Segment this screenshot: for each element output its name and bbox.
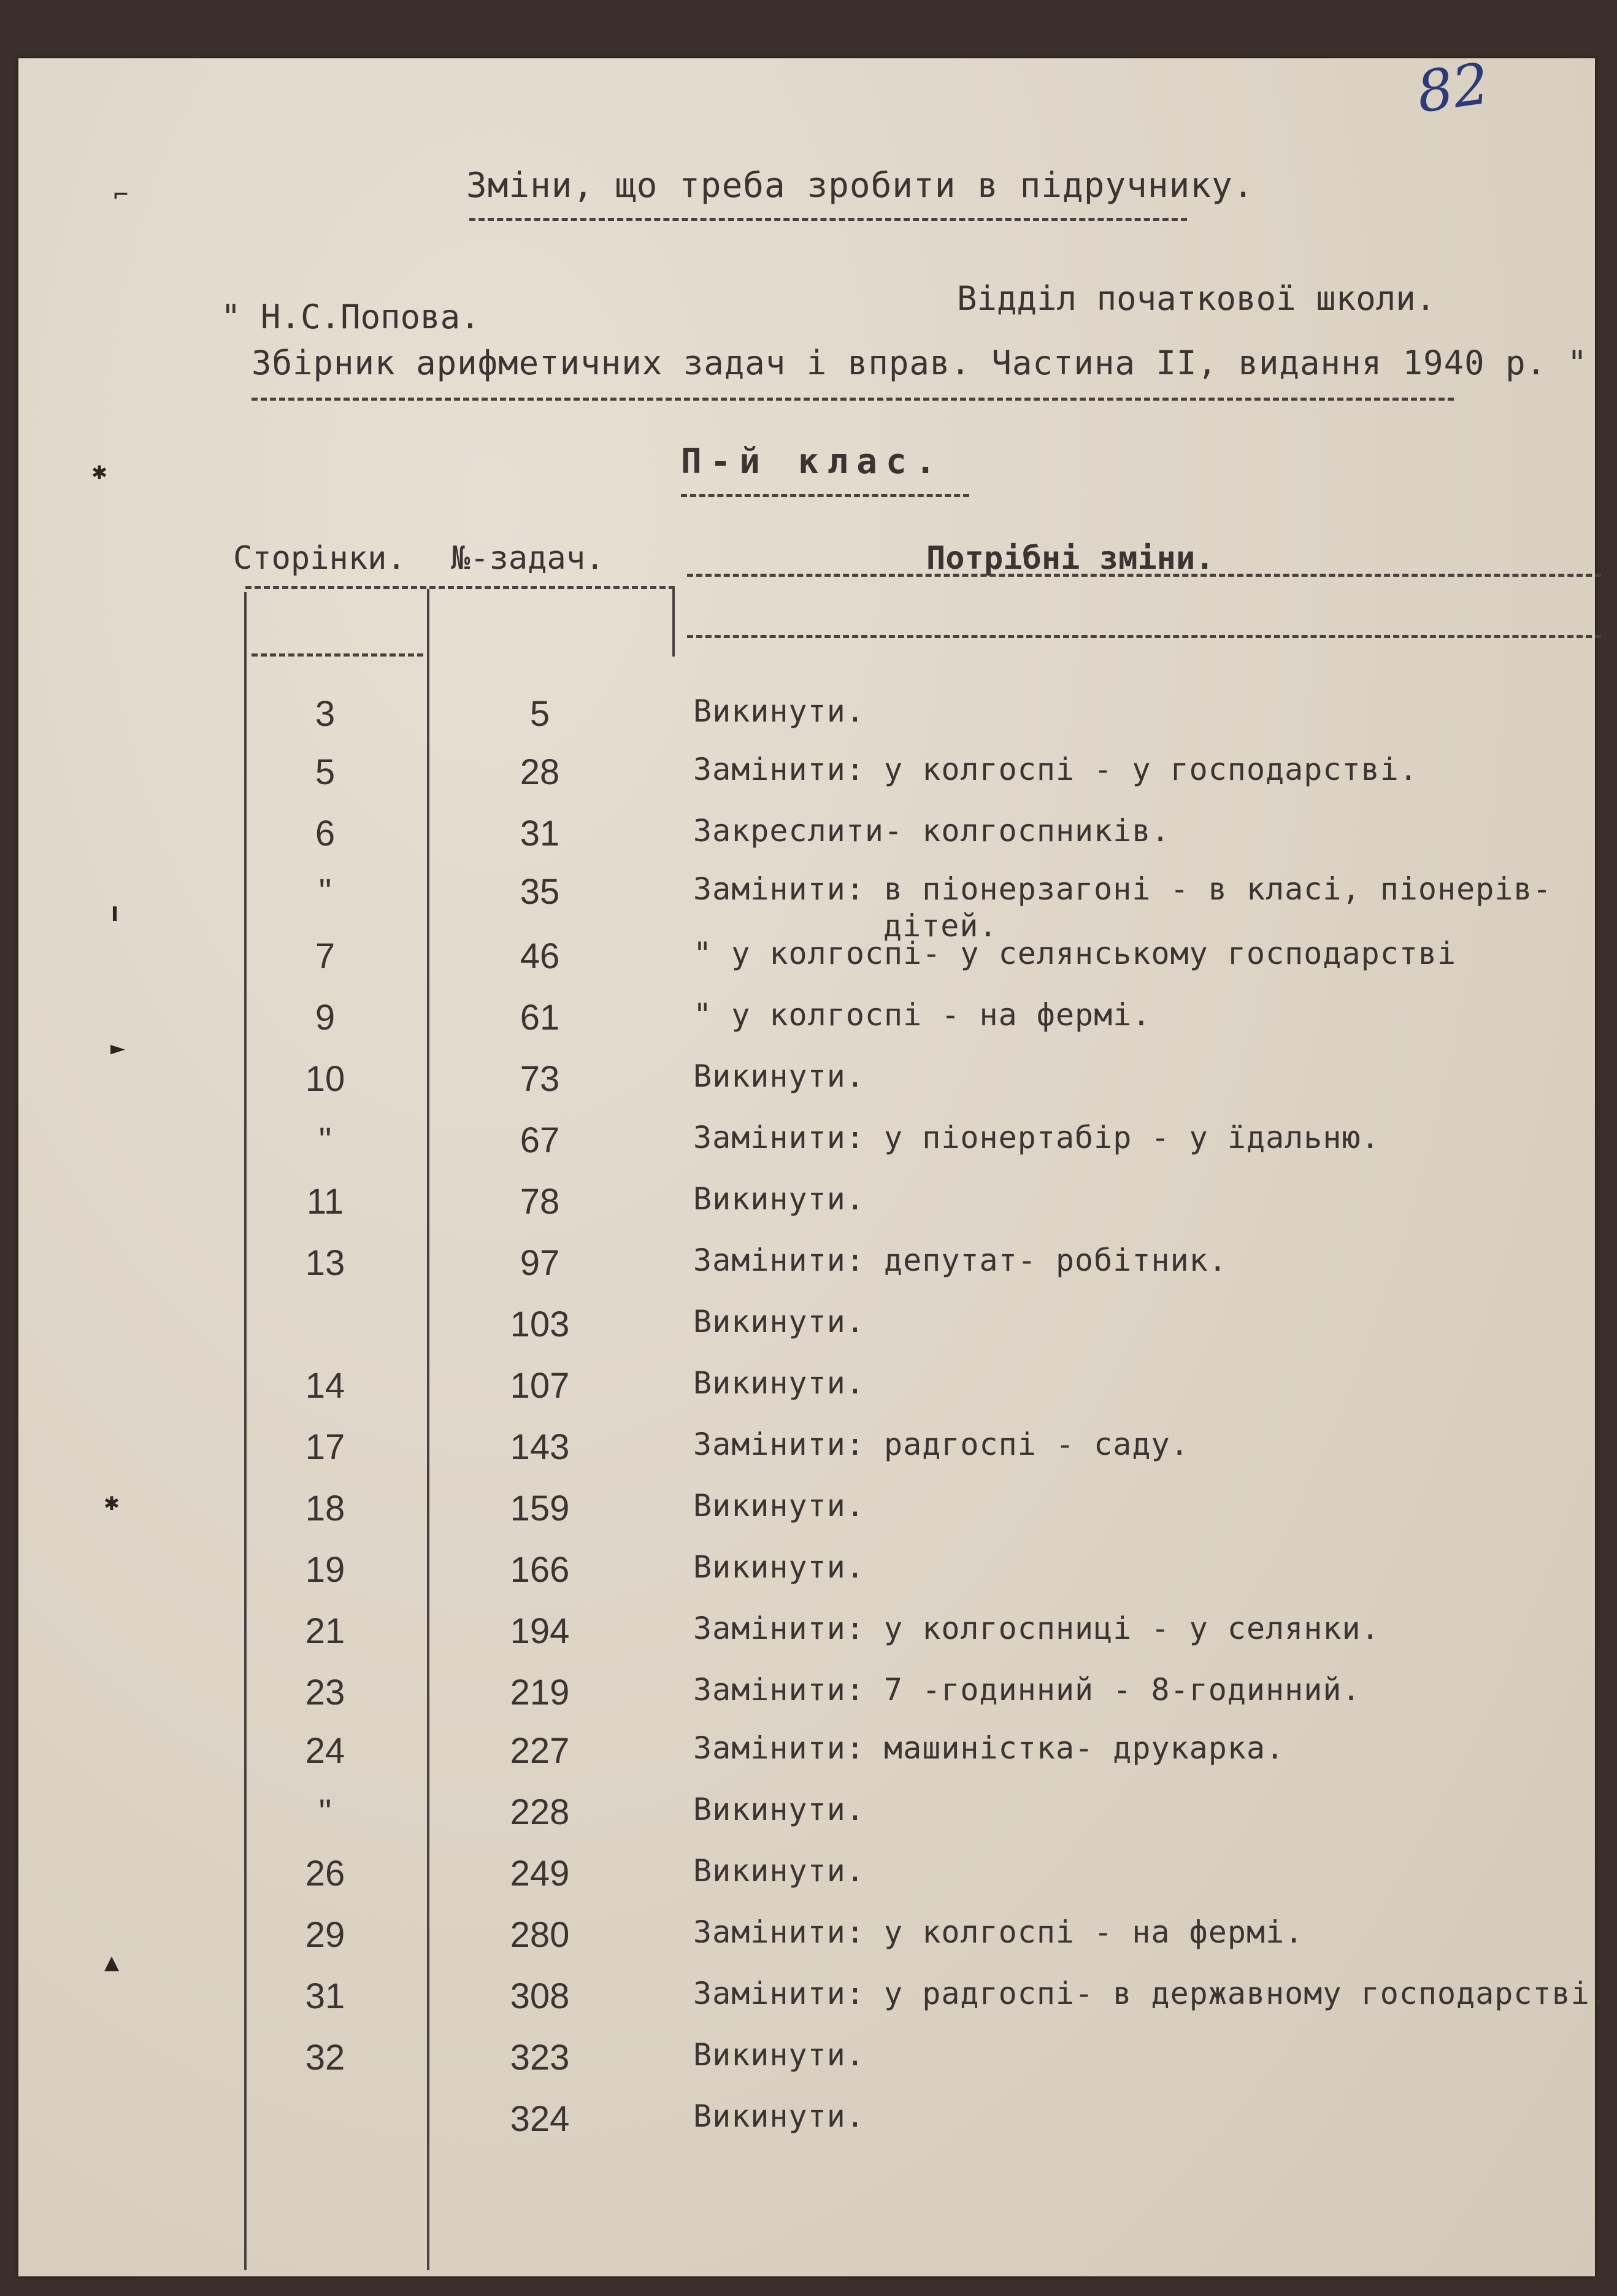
table-cell-task-number: 78: [520, 1182, 560, 1222]
table-cell-change: Викинути.: [693, 1549, 865, 1585]
table-cell-page: 19: [305, 1550, 345, 1590]
column-divider-2: [672, 586, 675, 657]
binding-mark: ⌐: [113, 181, 129, 209]
table-cell-page: 24: [305, 1731, 345, 1771]
table-cell-task-number: 324: [510, 2099, 570, 2139]
binding-mark: ✱: [104, 1488, 120, 1516]
table-cell-change: Викинути.: [693, 1181, 865, 1217]
table-cell-page: 29: [305, 1915, 345, 1955]
table-cell-change: дітей.: [883, 908, 998, 944]
table-cell-task-number: 73: [520, 1059, 560, 1099]
table-cell-page: 31: [305, 1976, 345, 2016]
table-cell-change: Замінити: у колгоспі - на фермі.: [693, 1914, 1304, 1950]
table-cell-change: " у колгоспі- у селянському господарстві: [693, 936, 1457, 971]
table-cell-change: Замінити: в піонерзагоні - в класі, піонерів-: [693, 871, 1552, 907]
table-cell-page: 26: [305, 1854, 345, 1893]
table-cell-task-number: 228: [510, 1792, 570, 1832]
table-cell-page: 13: [305, 1243, 345, 1283]
table-cell-page: ": [318, 1120, 332, 1160]
table-cell-task-number: 35: [520, 872, 560, 912]
column-divider-1: [427, 589, 429, 2270]
table-cell-task-number: 46: [520, 936, 560, 976]
table-cell-page: 10: [305, 1059, 345, 1099]
table-cell-task-number: 31: [520, 814, 560, 853]
binding-mark: ►: [110, 1034, 126, 1062]
table-cell-change: Замінити: машиністка- друкарка.: [693, 1730, 1285, 1766]
header-changes: Потрібні зміни.: [926, 540, 1215, 577]
document-title: Зміни, що треба зробити в підручнику.: [466, 166, 1254, 206]
page-number: 82: [1413, 50, 1493, 126]
table-cell-task-number: 107: [510, 1366, 570, 1406]
department: Відділ початкової школи.: [957, 279, 1436, 318]
class-underline: [681, 494, 969, 497]
author: " Н.С.Попова.: [221, 298, 480, 336]
table-cell-change: Викинути.: [693, 2098, 865, 2134]
table-cell-task-number: 280: [510, 1915, 570, 1955]
table-cell-page: 6: [315, 814, 336, 853]
table-cell-page: 17: [305, 1427, 345, 1467]
table-cell-change: Замінити: депутат- робітник.: [693, 1242, 1227, 1278]
table-cell-change: Викинути.: [693, 1058, 865, 1094]
table-cell-page: 3: [315, 694, 336, 734]
table-cell-change: Викинути.: [693, 1853, 865, 1889]
table-cell-task-number: 103: [510, 1304, 570, 1344]
table-cell-change: Викинути.: [693, 1304, 865, 1339]
table-cell-change: Викинути.: [693, 1365, 865, 1401]
table-cell-change: Замінити: у колгоспниці - у селянки.: [693, 1611, 1380, 1646]
table-cell-page: 11: [306, 1182, 344, 1222]
header-underline-changes: [687, 635, 1601, 638]
table-cell-page: 32: [305, 2038, 345, 2078]
table-top-line-left: [245, 586, 675, 589]
table-cell-task-number: 219: [510, 1673, 570, 1712]
table-cell-task-number: 28: [520, 752, 560, 792]
table-cell-change: " у колгоспі - на фермі.: [693, 997, 1151, 1033]
table-cell-change: Викинути.: [693, 693, 865, 729]
table-cell-task-number: 323: [510, 2038, 570, 2078]
table-cell-change: Замінити: у радгоспі- в державному господарстві.: [693, 1976, 1609, 2011]
class-label: П-й клас.: [681, 442, 945, 482]
table-cell-task-number: 308: [510, 1976, 570, 2016]
header-task-numbers: №-задач.: [451, 540, 605, 577]
table-cell-change: Викинути.: [693, 1792, 865, 1827]
header-underline-pages: [252, 653, 423, 657]
title-underline: [469, 218, 1187, 221]
header-pages: Сторінки.: [233, 540, 406, 577]
table-cell-change: Замінити: 7 -годинний - 8-годинний.: [693, 1672, 1361, 1708]
table-cell-page: 9: [315, 998, 336, 1038]
binding-mark: ▲: [104, 1948, 120, 1976]
table-cell-task-number: 166: [510, 1550, 570, 1590]
table-cell-page: 5: [315, 752, 336, 792]
table-cell-page: 23: [305, 1673, 345, 1712]
table-cell-task-number: 159: [510, 1489, 570, 1528]
table-cell-task-number: 5: [529, 694, 550, 734]
binding-mark: ╻: [107, 893, 123, 921]
book-title: Збірник арифметичних задач і вправ. Частина II, видання 1940 р. ": [252, 344, 1588, 382]
table-cell-task-number: 97: [520, 1243, 560, 1283]
table-cell-page: 18: [305, 1489, 345, 1528]
binding-mark: ✱: [92, 457, 107, 485]
table-cell-change: Викинути.: [693, 1488, 865, 1524]
table-cell-page: 21: [305, 1611, 345, 1651]
table-cell-page: ": [318, 872, 332, 912]
table-cell-task-number: 143: [510, 1427, 570, 1467]
book-underline: [252, 398, 1454, 401]
table-cell-change: Замінити: радгоспі - саду.: [693, 1427, 1189, 1462]
table-cell-task-number: 194: [510, 1611, 570, 1651]
table-cell-task-number: 227: [510, 1731, 570, 1771]
table-cell-page: 14: [305, 1366, 345, 1406]
table-cell-task-number: 249: [510, 1854, 570, 1893]
table-cell-change: Замінити: у колгоспі - у господарстві.: [693, 752, 1418, 787]
table-cell-task-number: 67: [520, 1120, 560, 1160]
table-cell-page: ": [318, 1792, 332, 1832]
table-cell-task-number: 61: [520, 998, 560, 1038]
table-cell-change: Замінити: у піонертабір - у їдальню.: [693, 1120, 1380, 1155]
table-cell-change: Закреслити- колгоспників.: [693, 813, 1170, 849]
table-cell-change: Викинути.: [693, 2037, 865, 2073]
table-cell-page: 7: [315, 936, 336, 976]
